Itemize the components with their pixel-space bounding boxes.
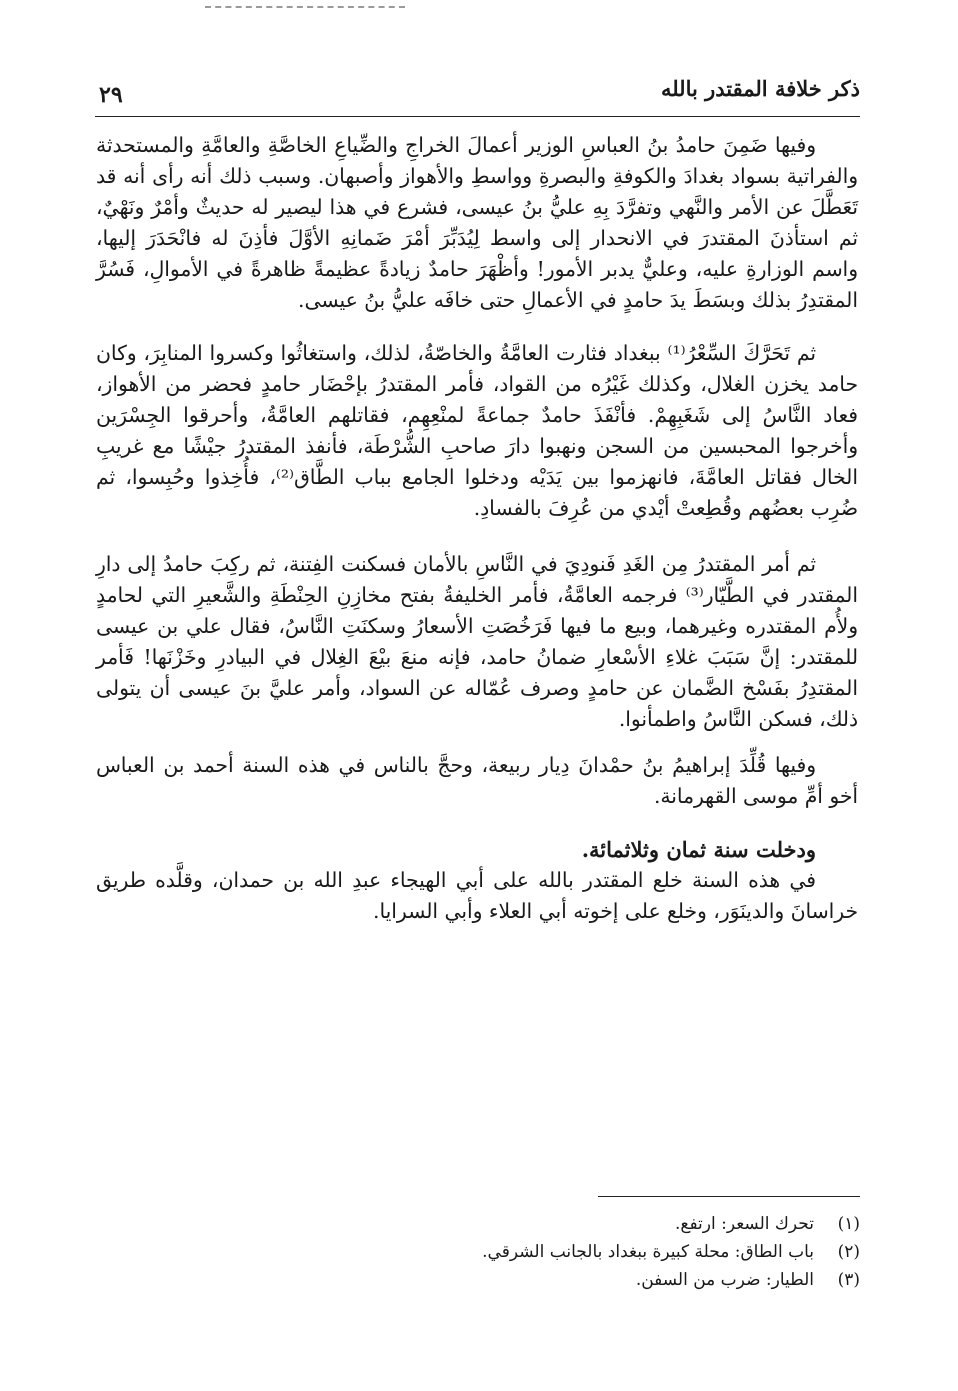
footnote-text: باب الطاق: محلة كبيرة ببغداد بالجانب الشرقي.: [482, 1242, 814, 1262]
page-number: ٢٩: [99, 82, 123, 108]
paragraph-5: في هذه السنة خلع المقتدر بالله على أبي الهيجاء عبدِ الله بن حمدان، وقلَّده طريق خراسانَ والدينَوَر، وخلع على إخوته أبي العلاء وأبي السرايا.: [96, 868, 858, 923]
footnote-1: [330, 1210, 860, 1238]
paragraph-4: وفيها قُلِّدَ إبراهيمُ بنُ حمْدانَ دِيار ربيعة، وحجَّ بالناس في هذه السنة أحمد بن العباس أخو أمِّ موسى القهرمانة.: [96, 753, 858, 808]
paragraph-1: وفيها ضَمِنَ حامدُ بنُ العباسِ الوزير أعمالَ الخراجِ والضِّياعِ الخاصَّةِ والعامَّةِ والمستحدثة والفراتية بسواد بغدادَ والكوفةِ والبصرةِ وواسطِ والأهواز وأصبهان. وسبب ذلك أنه رأى أنه قد تَعَطَّلَ عن الأمر والنَّهي وتفرَّدَ بِهِ عليُّ بنُ عيسى، فشرع في هذا ليصير له حديثٌ وأمْرٌ ونَهْيٌ، ثم استأذنَ المقتدرَ في الانحدار إلى واسط لِيُدَبِّرَ أمْرَ ضَمانِهِ الأوَّلَ فأذِنَ له فانْحَدَرَ إليها، واسم الوزارةِ عليه، وعليٌّ يدبر الأمور! وأظْهَرَ حامدٌ زيادةً عظيمةً ظاهرةً في الأموالِ، فَسُرَّ المقتدِرُ بذلك وبسَطَ يدَ حامدٍ في الأعمالِ حتى خافَه عليُّ بنُ عيسى.: [96, 133, 858, 312]
footnote-number: (٣): [837, 1270, 860, 1290]
footnote-text: الطيار: ضرب من السفن.: [635, 1270, 814, 1290]
running-title: ذكر خلافة المقتدر بالله: [660, 76, 860, 101]
body-text: [96, 130, 858, 927]
footnote-number: (٢): [837, 1242, 860, 1262]
footnotes: [330, 1210, 860, 1294]
footnote-text: تحرك السعر: ارتفع.: [675, 1214, 814, 1234]
footnote-divider: [598, 1196, 860, 1197]
paragraph-3: ثم أمر المقتدرُ مِن الغَدِ فَنودِيَ في النَّاسِ بالأمان فسكنت الفِتنة، ثم ركِبَ حامدُ إلى دارِ المقتدر في الطَّيّار⁽³⁾ فرجمه العامَّةُ، فأمر الخليفةُ بفتح مخازِنِ الحِنْطَةِ والشَّعيرِ التي لحامدٍ ولأُم المقتدره وغيرهما، وبيع ما فيها فَرَخُصَتِ الأسعارُ وسكنَتِ النَّاسُ، فقال علي بن عيسى للمقتدر: إنَّ سَبَبَ غلاءِ الأسْعارِ ضمانُ حامد، فإنه منعَ بيْعَ الغِلال في البيادرِ وخَزْنَها! فَأمر المقتدِرُ بفَسْخ الضَّمان عن حامدٍ وصرف عُمّاله عن السواد، وأمر عليَّ بنَ عيسى أن يتولى ذلك، فسكن النَّاسُ واطمأنوا.: [96, 552, 858, 731]
footnote-2: [330, 1238, 860, 1266]
top-scan-dashes: [205, 6, 405, 8]
section-heading: ودخلت سنة ثمان وثلاثمائة.: [581, 837, 816, 862]
footnote-3: [330, 1266, 860, 1294]
footnote-number: (١): [837, 1214, 860, 1234]
page-header: [95, 72, 860, 117]
paragraph-2: ثم تَحَرَّكَ السِّعْرُ⁽¹⁾ ببغداد فثارت العامَّةُ والخاصّةُ، لذلك، واستغاثُوا وكسروا المنابِرَ، وكان حامد يخزن الغلال، وكذلك غَيْرُه من القواد، فأمر المقتدرُ بإحْضَار حامدٍ فحضر من الأهواز، فعاد النَّاسُ إلى شَغَبِهِمْ. فأنْفَذَ حامدٌ جماعةً لمنْعِهِم، فقاتلهم العامَّةُ، وأحرقوا الجِسْرَين وأخرجوا المحبسين من السجن ونهبوا دارَ صاحبِ الشُّرْطَة، فأنفذ المقتدرُ جيْشًا مع غريبِ الخال فقاتل العامَّةَ، فانهزموا بين يَدَيْه ودخلوا الجامع بباب الطَّاق⁽²⁾، فأُخِذوا وحُبِسوا، ثم ضُرِب بعضُهم وقُطِعتْ أيْدي من عُرِفَ بالفسادِ.: [96, 341, 858, 520]
